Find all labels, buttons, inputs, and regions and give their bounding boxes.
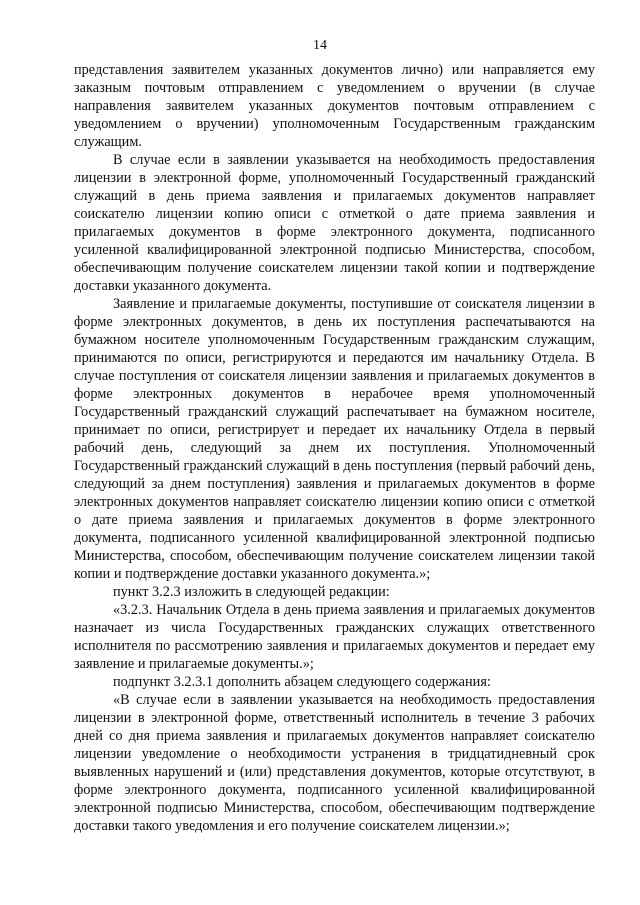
paragraph-continuation: представления заявителем указанных документов лично) или направляется ему заказным почтовым отправлением с уведомлением о вручении (в случае направления заявителем указанных документов почтовым отправлением с уведомлением о вручении) уполномоченным Государственным гражданским служащим. [74, 62, 595, 150]
document-body [74, 61, 595, 835]
paragraph-electronic-form-notice: В случае если в заявлении указывается на необходимость предоставления лицензии в электронной форме, уполномоченный Государственный гражданский служащий в день приема заявления и прилагаемых документов направляет соискателю лицензии копию описи с отметкой о дате приема заявления и прилагаемых документов в форме электронного документа, подписанного усиленной квалифицированной электронной подписью Министерства, способом, обеспечивающим получение соискателем лицензии такой копии и подтверждение доставки указанного документа. [74, 152, 595, 294]
paragraph-amendment-3-2-3-1-text: «В случае если в заявлении указывается на необходимость предоставления лицензии в электронной форме, ответственный исполнитель в течение 3 рабочих дней со дня приема заявления и прилагаемых документов направляет соискателю лицензии уведомление о необходимости устранения в тридцатидневный срок выявленных нарушений и (или) представления документов, которые отсутствуют, в форме электронного документа, подписанного усиленной квалифицированной электронной подписью Министерства, способом, обеспечивающим подтверждение доставки такого уведомления и его получение соискателем лицензии.»; [74, 692, 595, 834]
page-number: 14 [313, 38, 327, 53]
paragraph-amendment-3-2-3-1-intro: подпункт 3.2.3.1 дополнить абзацем следующего содержания: [113, 674, 491, 690]
paragraph-amendment-3-2-3-text: «3.2.3. Начальник Отдела в день приема заявления и прилагаемых документов назначает из числа Государственных гражданских служащих ответственного исполнителя по рассмотрению заявления и прилагаемых документов и передает ему заявление и прилагаемые документы.»; [74, 602, 595, 672]
paragraph-electronic-documents-processing: Заявление и прилагаемые документы, поступившие от соискателя лицензии в форме электронных документов, в день их поступления распечатываются на бумажном носителе уполномоченным Государственным гражданским служащим, принимаются по описи, регистрируются и передаются им начальнику Отдела. В случае поступления от соискателя лицензии заявления и прилагаемых документов в форме электронных документов в нерабочее время уполномоченный Государственный гражданский служащий распечатывает на бумажном носителе, принимает по описи, регистрирует и передает их начальнику Отдела в первый рабочий день, следующий за днем их поступления. Уполномоченный Государственный гражданский служащий в день поступления (первый рабочий день, следующий за днем поступления) заявления и прилагаемых документов в форме электронных документов направляет соискателю лицензии копию описи с отметкой о дате приема заявления и прилагаемых документов в форме электронного документа, подписанного усиленной квалифицированной электронной подписью Министерства, способом, обеспечивающим получение соискателем лицензии такой копии и подтверждение доставки указанного документа.»; [74, 296, 595, 582]
paragraph-amendment-3-2-3-intro: пункт 3.2.3 изложить в следующей редакции: [113, 584, 390, 600]
